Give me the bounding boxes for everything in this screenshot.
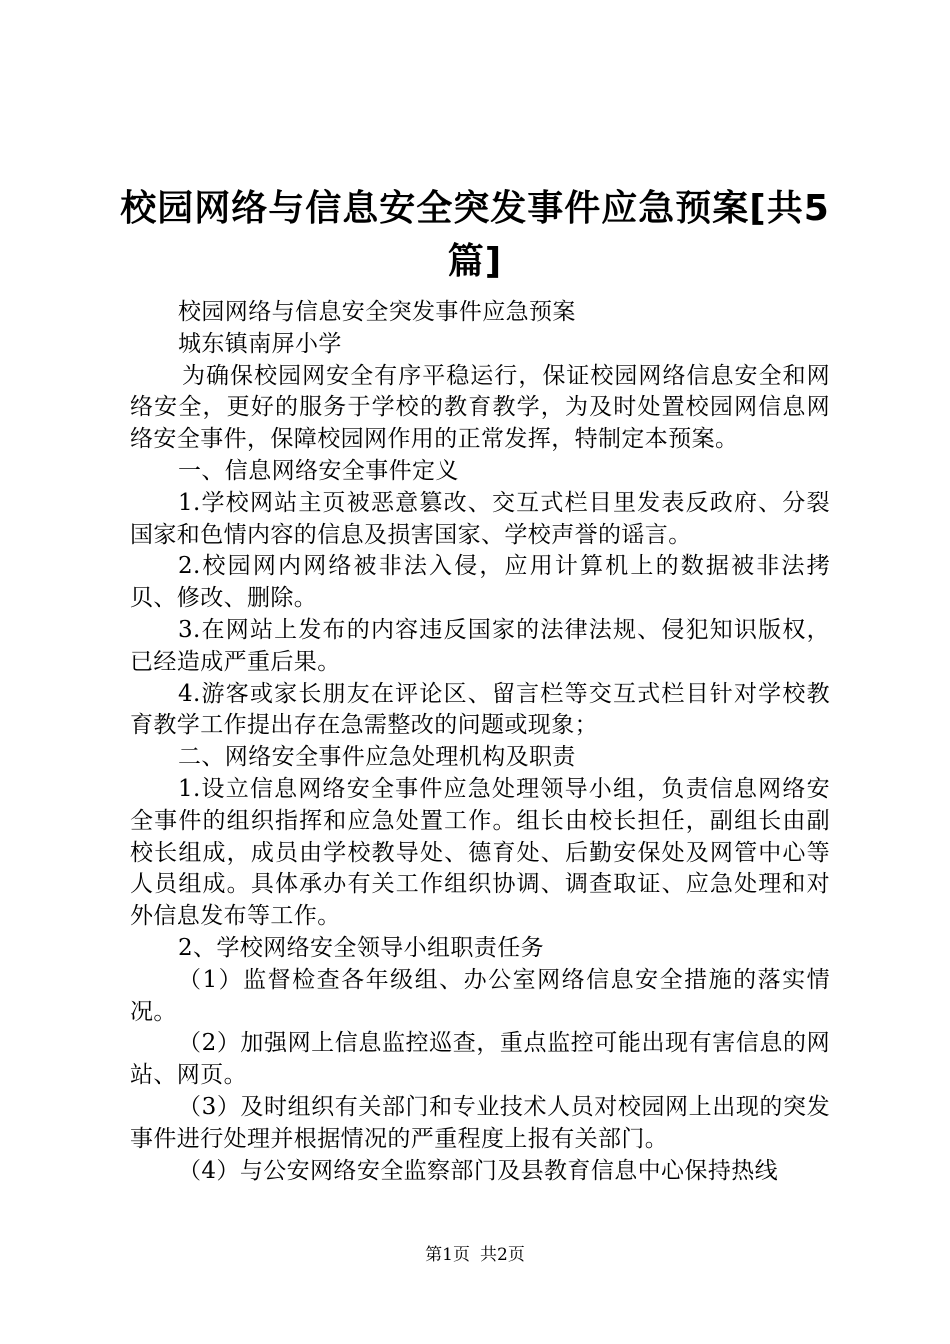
paragraph-item: 1.学校网站主页被恶意篡改、交互式栏目里发表反政府、分裂国家和色情内容的信息及损害国家、学校声誉的谣言。: [130, 489, 830, 548]
document-title: 校园网络与信息安全突发事件应急预案[共5篇]: [120, 188, 830, 282]
paragraph-intro: 为确保校园网安全有序平稳运行，保证校园网络信息安全和网络安全，更好的服务于学校的教育教学，为及时处置校园网信息网络安全事件，保障校园网作用的正常发挥，特制定本预案。: [130, 362, 830, 453]
paragraph-school: 城东镇南屏小学: [178, 330, 342, 357]
paragraph-item: （3）及时组织有关部门和专业技术人员对校园网上出现的突发事件进行处理并根据情况的严重程度上报有关部门。: [130, 1093, 830, 1152]
paragraph-item: （2）加强网上信息监控巡查，重点监控可能出现有害信息的网站、网页。: [130, 1030, 830, 1089]
paragraph-heading: 校园网络与信息安全突发事件应急预案: [178, 299, 576, 325]
page-total: 共2页: [480, 1245, 525, 1265]
paragraph-item: （4）与公安网络安全监察部门及县教育信息中心保持热线: [178, 1157, 779, 1184]
paragraph-item: （1）监督检查各年级组、办公室网络信息安全措施的落实情况。: [130, 966, 830, 1025]
paragraph-item: 1.设立信息网络安全事件应急处理领导小组，负责信息网络安全事件的组织指挥和应急处置工作。组长由校长担任，副组长由副校长组成，成员由学校教导处、德育处、后勤安保处及网管中心等人员组成。具体承办有关工作组织协调、调查取证、应急处理和对外信息发布等工作。: [130, 775, 830, 930]
paragraph-item: 2.校园网内网络被非法入侵，应用计算机上的数据被非法拷贝、修改、删除。: [130, 553, 830, 612]
subsection-heading: 2、学校网络安全领导小组职责任务: [178, 934, 545, 961]
paragraph-item: 3.在网站上发布的内容违反国家的法律法规、侵犯知识版权，已经造成严重后果。: [130, 616, 830, 675]
section-heading-1: 一、信息网络安全事件定义: [178, 457, 459, 484]
paragraph-item: 4.游客或家长朋友在评论区、留言栏等交互式栏目针对学校教育教学工作提出存在急需整改的问题或现象；: [130, 680, 830, 739]
section-heading-2: 二、网络安全事件应急处理机构及职责: [178, 744, 576, 771]
page-footer: [0, 1243, 950, 1267]
page-number: 第1页: [425, 1245, 470, 1265]
document-body: [130, 297, 830, 1187]
